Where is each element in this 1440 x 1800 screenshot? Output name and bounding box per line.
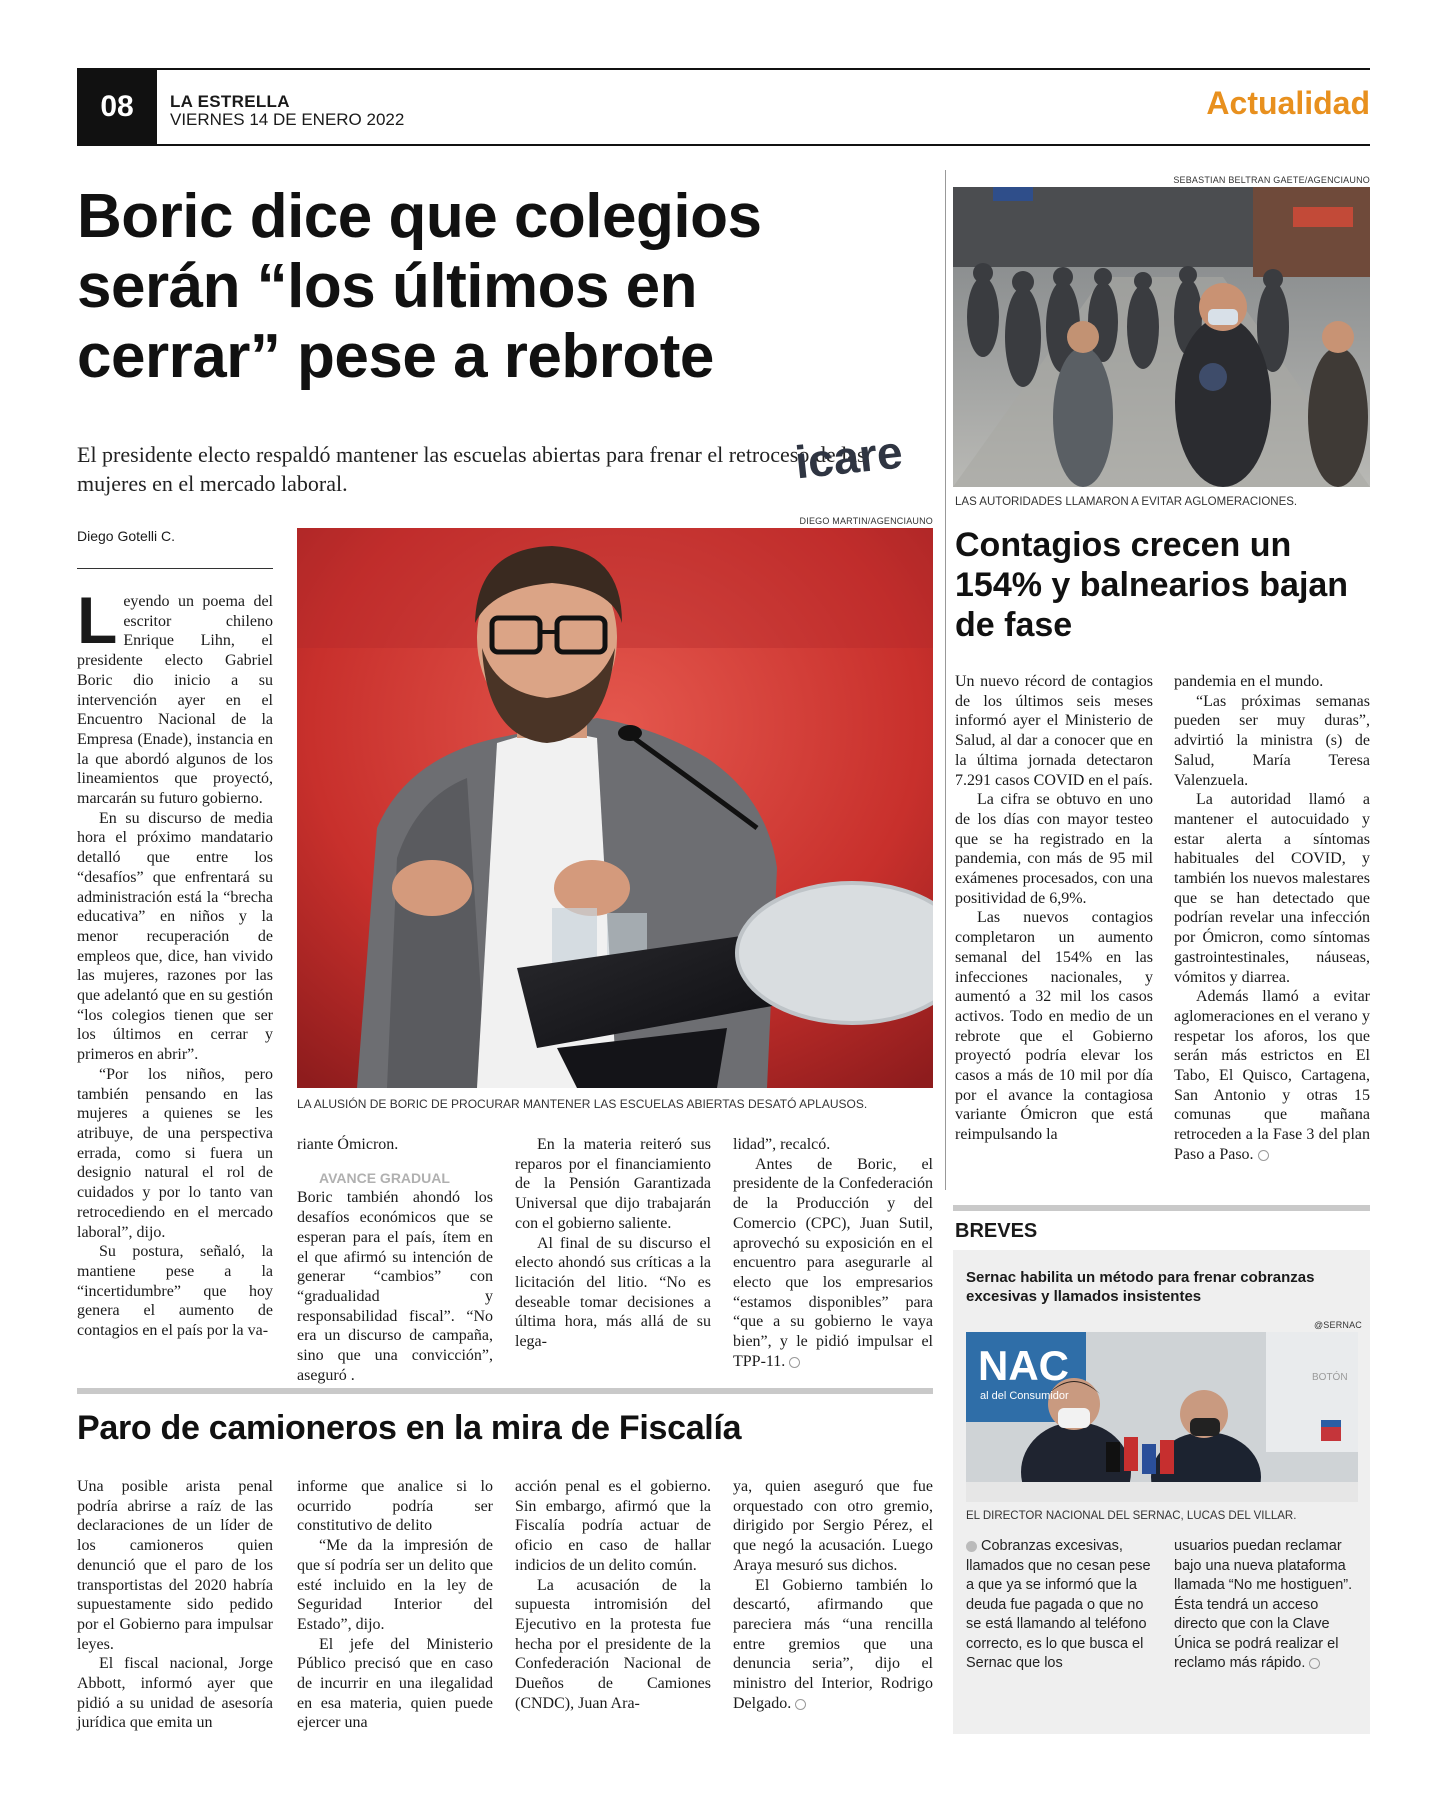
section-title: Actualidad	[1206, 85, 1370, 121]
covid-col2-p2: “Las próximas semanas pueden ser muy duras”, advirtió la ministra (s) de Salud, María Teresa Valenzuela.	[1174, 692, 1370, 789]
truckers-col1-p2: El fiscal nacional, Jorge Abbott, informó ayer que pidió a su unidad de asesoría jurídica que emita un	[77, 1655, 273, 1732]
end-mark-icon	[1258, 1150, 1269, 1161]
paper-name: LA ESTRELLA	[170, 92, 290, 111]
covid-col2-p1: pandemia en el mundo.	[1174, 673, 1324, 690]
truckers-headline: Paro de camioneros en la mira de Fiscalía	[77, 1409, 742, 1447]
header-top-rule	[77, 68, 1370, 70]
truckers-col4-p2: El Gobierno también lo descartó, afirmando que pareciera más “una rencilla entre gremios que una denuncia seria”, dijo el ministro del Interior, Rodrigo Delgado.	[733, 1576, 933, 1712]
truckers-col-3	[515, 1477, 711, 1713]
main-col3-p2: Al final de su discurso el electo ahondó sus críticas a la licitación del litio. “No es deseable tomar decisiones a última hora, más allá de su lega-	[515, 1234, 711, 1351]
truckers-col2-p1: informe que analice si lo ocurrido podría ser constitutivo de delito	[297, 1478, 493, 1535]
main-headline: Boric dice que colegios serán “los últimos en cerrar” pese a rebrote	[77, 182, 762, 391]
covid-col2-p4: Además llamó a evitar aglomeraciones en el verano y respetar los aforos, los que serán más estrictos en El Tabo, El Quisco, Cartagena, San Antonio y otras 15 comunas que mañana retroceden a la Fase 3 del plan Paso a Paso.	[1174, 988, 1370, 1163]
main-col1-p3: “Por los niños, pero también pensando en las mujeres a quienes se les atribuye, de una perspectiva errada, como si fuera un designio natural el rol de cuidados y por lo tanto van retrocediendo en el mercado laboral”, dijo.	[77, 1065, 273, 1241]
main-col-3	[515, 1135, 711, 1352]
main-photo-credit: DIEGO MARTIN/AGENCIAUNO	[799, 516, 933, 526]
covid-col1-p1: Un nuevo récord de contagios de los últimos seis meses informó ayer el Ministerio de Salud, al dar a conocer que en la última jornada detectaron 7.291 casos COVID en el país.	[955, 673, 1153, 789]
covid-photo-credit: SEBASTIAN BELTRAN GAETE/AGENCIAUNO	[1173, 175, 1370, 185]
main-col2-body: Boric también ahondó los desafíos económicos que se esperan para el país, ítem en el que afirmó su intención de generar “cambios” con “gradualidad y responsabilidad fiscal”. “No era un discurso de campaña, sino que una convicción”, aseguró .	[297, 1189, 493, 1384]
breves-col-1: Cobranzas excesivas, llamados que no cesan pese a que ya se informó que la deuda fue pagada o que no se está llamando al teléfono correcto, es lo que busca el Sernac que los	[966, 1538, 1151, 1671]
breves-top-rule	[953, 1205, 1370, 1211]
main-photo	[297, 528, 933, 1088]
covid-col1-p2: La cifra se obtuvo en uno de los días con mayor testeo que se ha registrado en la pandemia, con más de 95 mil exámenes procesados, con una positividad de 6,9%.	[955, 791, 1153, 907]
covid-col1-p3: Las nuevos contagios completaron un aumento semanal del 154% en las infecciones nacionales, y aumentó a 32 mil los casos activos. Todo en medio de un rebrote que el Gobierno proyectó podría elevar los casos a más de 10 mil por día por el avance la contagiosa variante Ómicron que está reimpulsando la	[955, 909, 1153, 1144]
truckers-col-1	[77, 1477, 273, 1733]
covid-col-1	[955, 672, 1153, 1145]
main-col3-p1: En la materia reiteró sus reparos por el financiamiento de la Pensión Garantizada Universal que dijo trabajarán con el gobierno saliente.	[515, 1136, 711, 1232]
breves-col-2: usuarios puedan reclamar bajo una nueva plataforma llamada “No me hostiguen”. Ésta tendrá un acceso directo que con la Clave Única se podrá realizar el reclamo más rápido.	[1174, 1538, 1353, 1671]
sernac-sign-subtext: al del Consumidor	[980, 1390, 1069, 1402]
truckers-col3-p1: acción penal es el gobierno. Sin embargo, afirmó que la Fiscalía podría actuar de oficio en caso de hallar indicios de un delito común.	[515, 1478, 711, 1574]
covid-col2-p3: La autoridad llamó a mantener el autocuidado y estar alerta a síntomas habituales del COVID, y también los nuevos malestares que se han detectado que podrían revelar una infección por Ómicron, como síntomas gastrointestinales, náuseas, vómitos y diarrea.	[1174, 791, 1370, 986]
breves-photo-caption: EL DIRECTOR NACIONAL DEL SERNAC, LUCAS DEL VILLAR.	[966, 1510, 1297, 1522]
truckers-col-4	[733, 1477, 933, 1713]
dropcap: L	[77, 583, 118, 657]
end-mark-icon	[789, 1357, 800, 1368]
main-col1-p2: En su discurso de media hora el próximo mandatario detalló que entre los “desafíos” que enfrentará su administración está la “brecha educativa” en niños y la menor recuperación de empleos que, dice, han vivido las mujeres, razones por las que adelantó que en su gestión “los colegios tienen que ser los últimos en cerrar y primeros en abrir”.	[77, 809, 273, 1064]
truckers-top-rule	[77, 1388, 933, 1394]
truckers-col2-p2: “Me da la impresión de que sí podría ser un delito que esté incluido en la ley de Seguridad Interior del Estado”, dijo.	[297, 1537, 493, 1633]
breves-photo-credit: @SERNAC	[1313, 1320, 1362, 1330]
main-col4-p1: lidad”, recalcó.	[733, 1136, 831, 1153]
end-mark-icon	[1309, 1658, 1320, 1669]
main-col2-lead: riante Ómicron.	[297, 1136, 399, 1153]
boric-podium-photo	[297, 528, 933, 1088]
covid-photo	[953, 187, 1370, 487]
main-deck: El presidente electo respaldó mantener las escuelas abiertas para frenar el retroceso de las mujeres en el mercado laboral.	[77, 442, 866, 496]
bullet-icon	[966, 1541, 977, 1552]
header-bottom-rule	[77, 144, 1370, 146]
end-mark-icon	[795, 1699, 806, 1710]
byline: Diego Gotelli C.	[77, 528, 176, 544]
sernac-sign-text: NAC	[978, 1342, 1069, 1389]
column-divider	[945, 170, 946, 1190]
main-col-4	[733, 1135, 933, 1371]
truckers-col1-p1: Una posible arista penal podría abrirse a raíz de las declaraciones de un líder de los camioneros quien denunció que el paro de los transportistas del 2020 habría supuestamente sido pedido por el Gobierno para impulsar leyes.	[77, 1478, 273, 1653]
main-col1-p4: Su postura, señaló, la mantiene pese a la “incertidumbre” que hoy genera el aumento de contagios en el país por la va-	[77, 1243, 273, 1340]
main-subhead: AVANCE GRADUAL	[319, 1169, 450, 1186]
covid-photo-caption: LAS AUTORIDADES LLAMARON A EVITAR AGLOMERACIONES.	[955, 496, 1298, 508]
photo-side-text: BOTÓN	[1312, 1372, 1348, 1383]
main-col-2	[297, 1135, 493, 1385]
main-photo-caption: LA ALUSIÓN DE BORIC DE PROCURAR MANTENER LAS ESCUELAS ABIERTAS DESATÓ APLAUSOS.	[297, 1097, 868, 1111]
crowd-street-photo	[953, 187, 1370, 487]
main-col-1	[77, 583, 273, 1341]
main-col4-p2: Antes de Boric, el presidente de la Confederación de la Producción y del Comercio (CPC), Juan Sutil, aprovechó su exposición en el encuentro para asegurarle al electo que los empresarios “estamos disponibles” para “que a su gobierno le vaya bien”, y le pidió impulsar el TPP-11.	[733, 1155, 933, 1370]
icare-logo: icare	[792, 425, 905, 489]
truckers-col2-p3: El jefe del Ministerio Público precisó que en caso de incurrir en una ilegalidad en esa materia, quien puede ejercer una	[297, 1635, 493, 1732]
covid-col-2	[1174, 672, 1370, 1165]
byline-rule	[77, 568, 273, 569]
breves-label: BREVES	[955, 1220, 1038, 1242]
truckers-col3-p2: La acusación de la supuesta intromisión del Ejecutivo en la protesta fue hecha por el presidente de la Confederación Nacional de Dueños de Camiones (CNDC), Juan Ara-	[515, 1576, 711, 1712]
truckers-col4-p1: ya, quien aseguró que fue orquestado con otro gremio, dirigido por Sergio Pérez, el que negó la acusación. Luego Araya mesuró sus dichos.	[733, 1478, 933, 1574]
covid-headline: Contagios crecen un 154% y balnearios bajan de fase	[955, 526, 1349, 644]
paper-date: VIERNES 14 DE ENERO 2022	[170, 110, 405, 129]
breves-title: Sernac habilita un método para frenar cobranzas excesivas y llamados insistentes	[966, 1269, 1315, 1305]
page-number: 08	[77, 68, 157, 146]
truckers-col-2	[297, 1477, 493, 1733]
main-col1-p1: Leyendo un poema del escritor chileno Enrique Lihn, el presidente electo Gabriel Boric dio inicio a su intervención ayer en el Encuentro Nacional de la Empresa (Enade), instancia en la que abordó algunos de los lineamientos que proyectó, marcarán su futuro gobierno.	[77, 583, 273, 808]
